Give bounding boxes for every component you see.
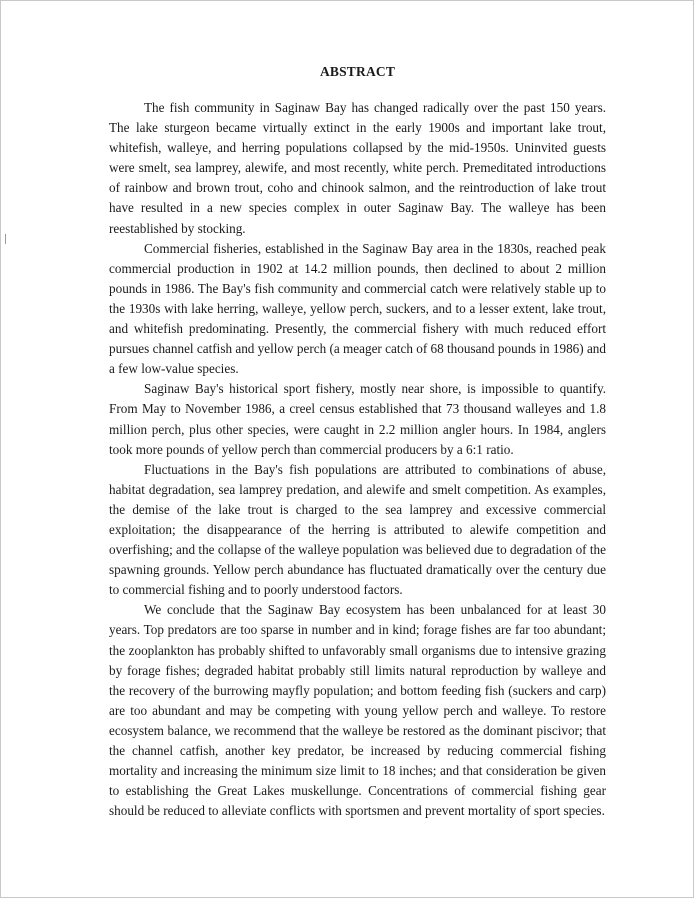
scan-margin-mark [5,234,6,244]
paragraph-commercial-fisheries: Commercial fisheries, established in the Saginaw Bay area in the 1830s, reached peak commercial production in 1902 at 14.2 million pounds, then declined to about 2 million pounds in 1986. The Bay's fish community and commercial catch were relatively stable up to the 1930s with lake herring, walleye, yellow perch, suckers, and to a lesser extent, lake trout, and whitefish predominating. Presently, the commercial fishery with much reduced effort pursues channel catfish and yellow perch (a meager catch of 68 thousand pounds in 1986) and a few low-value species. [109,240,606,377]
paragraph-fish-community: The fish community in Saginaw Bay has changed radically over the past 150 years. The lake sturgeon became virtually extinct in the early 1900s and important lake trout, whitefish, walleye, and herring populations collapsed by the mid-1950s. Uninvited guests were smelt, sea lamprey, alewife, and most recently, white perch. Premeditated introductions of rainbow and brown trout, coho and chinook salmon, and the reintroduction of lake trout have resulted in a new species complex in outer Saginaw Bay. The walleye has been reestablished by stocking. [109,100,606,236]
document-body [109,62,606,821]
paragraph-conclusion: We conclude that the Saginaw Bay ecosystem has been unbalanced for at least 30 years. Top predators are too sparse in number and in kind; forage fishes are far too abundant; the zooplankton has probably shifted to unfavorably small organisms due to intensive grazing by forage fishes; degraded habitat probably still limits natural reproduction by walleye and the recovery of the burrowing mayfly population; and bottom feeding fish (suckers and carp) are too abundant and may be competing with young yellow perch and walleye. To restore ecosystem balance, we recommend that the walleye be restored as the dominant piscivor; that the channel catfish, another key predator, be increased by reducing commercial fishing mortality and increasing the minimum size limit to 18 inches; and that consideration be given to establishing the Great Lakes muskellunge. Concentrations of commercial fishing gear should be reduced to alleviate conflicts with sportsmen and prevent mortality of sport species. [109,602,606,819]
paragraph-fluctuations: Fluctuations in the Bay's fish populations are attributed to combinations of abuse, habitat degradation, sea lamprey predation, and alewife and smelt competition. As examples, the demise of the lake trout is charged to the sea lamprey and excessive commercial exploitation; the disappearance of the herring is attributed to alewife competition and overfishing; and the collapse of the walleye population was believed due to degradation of the spawning grounds. Yellow perch abundance has fluctuated dramatically over the century due to commercial fishing and to poorly understood factors. [109,461,606,598]
paragraph-sport-fishery: Saginaw Bay's historical sport fishery, mostly near shore, is impossible to quantify. From May to November 1986, a creel census established that 73 thousand walleyes and 1.8 million perch, plus other species, were caught in 2.2 million angler hours. In 1984, anglers took more pounds of yellow perch than commercial producers by a 6:1 ratio. [109,381,606,457]
abstract-title: ABSTRACT [319,64,396,79]
